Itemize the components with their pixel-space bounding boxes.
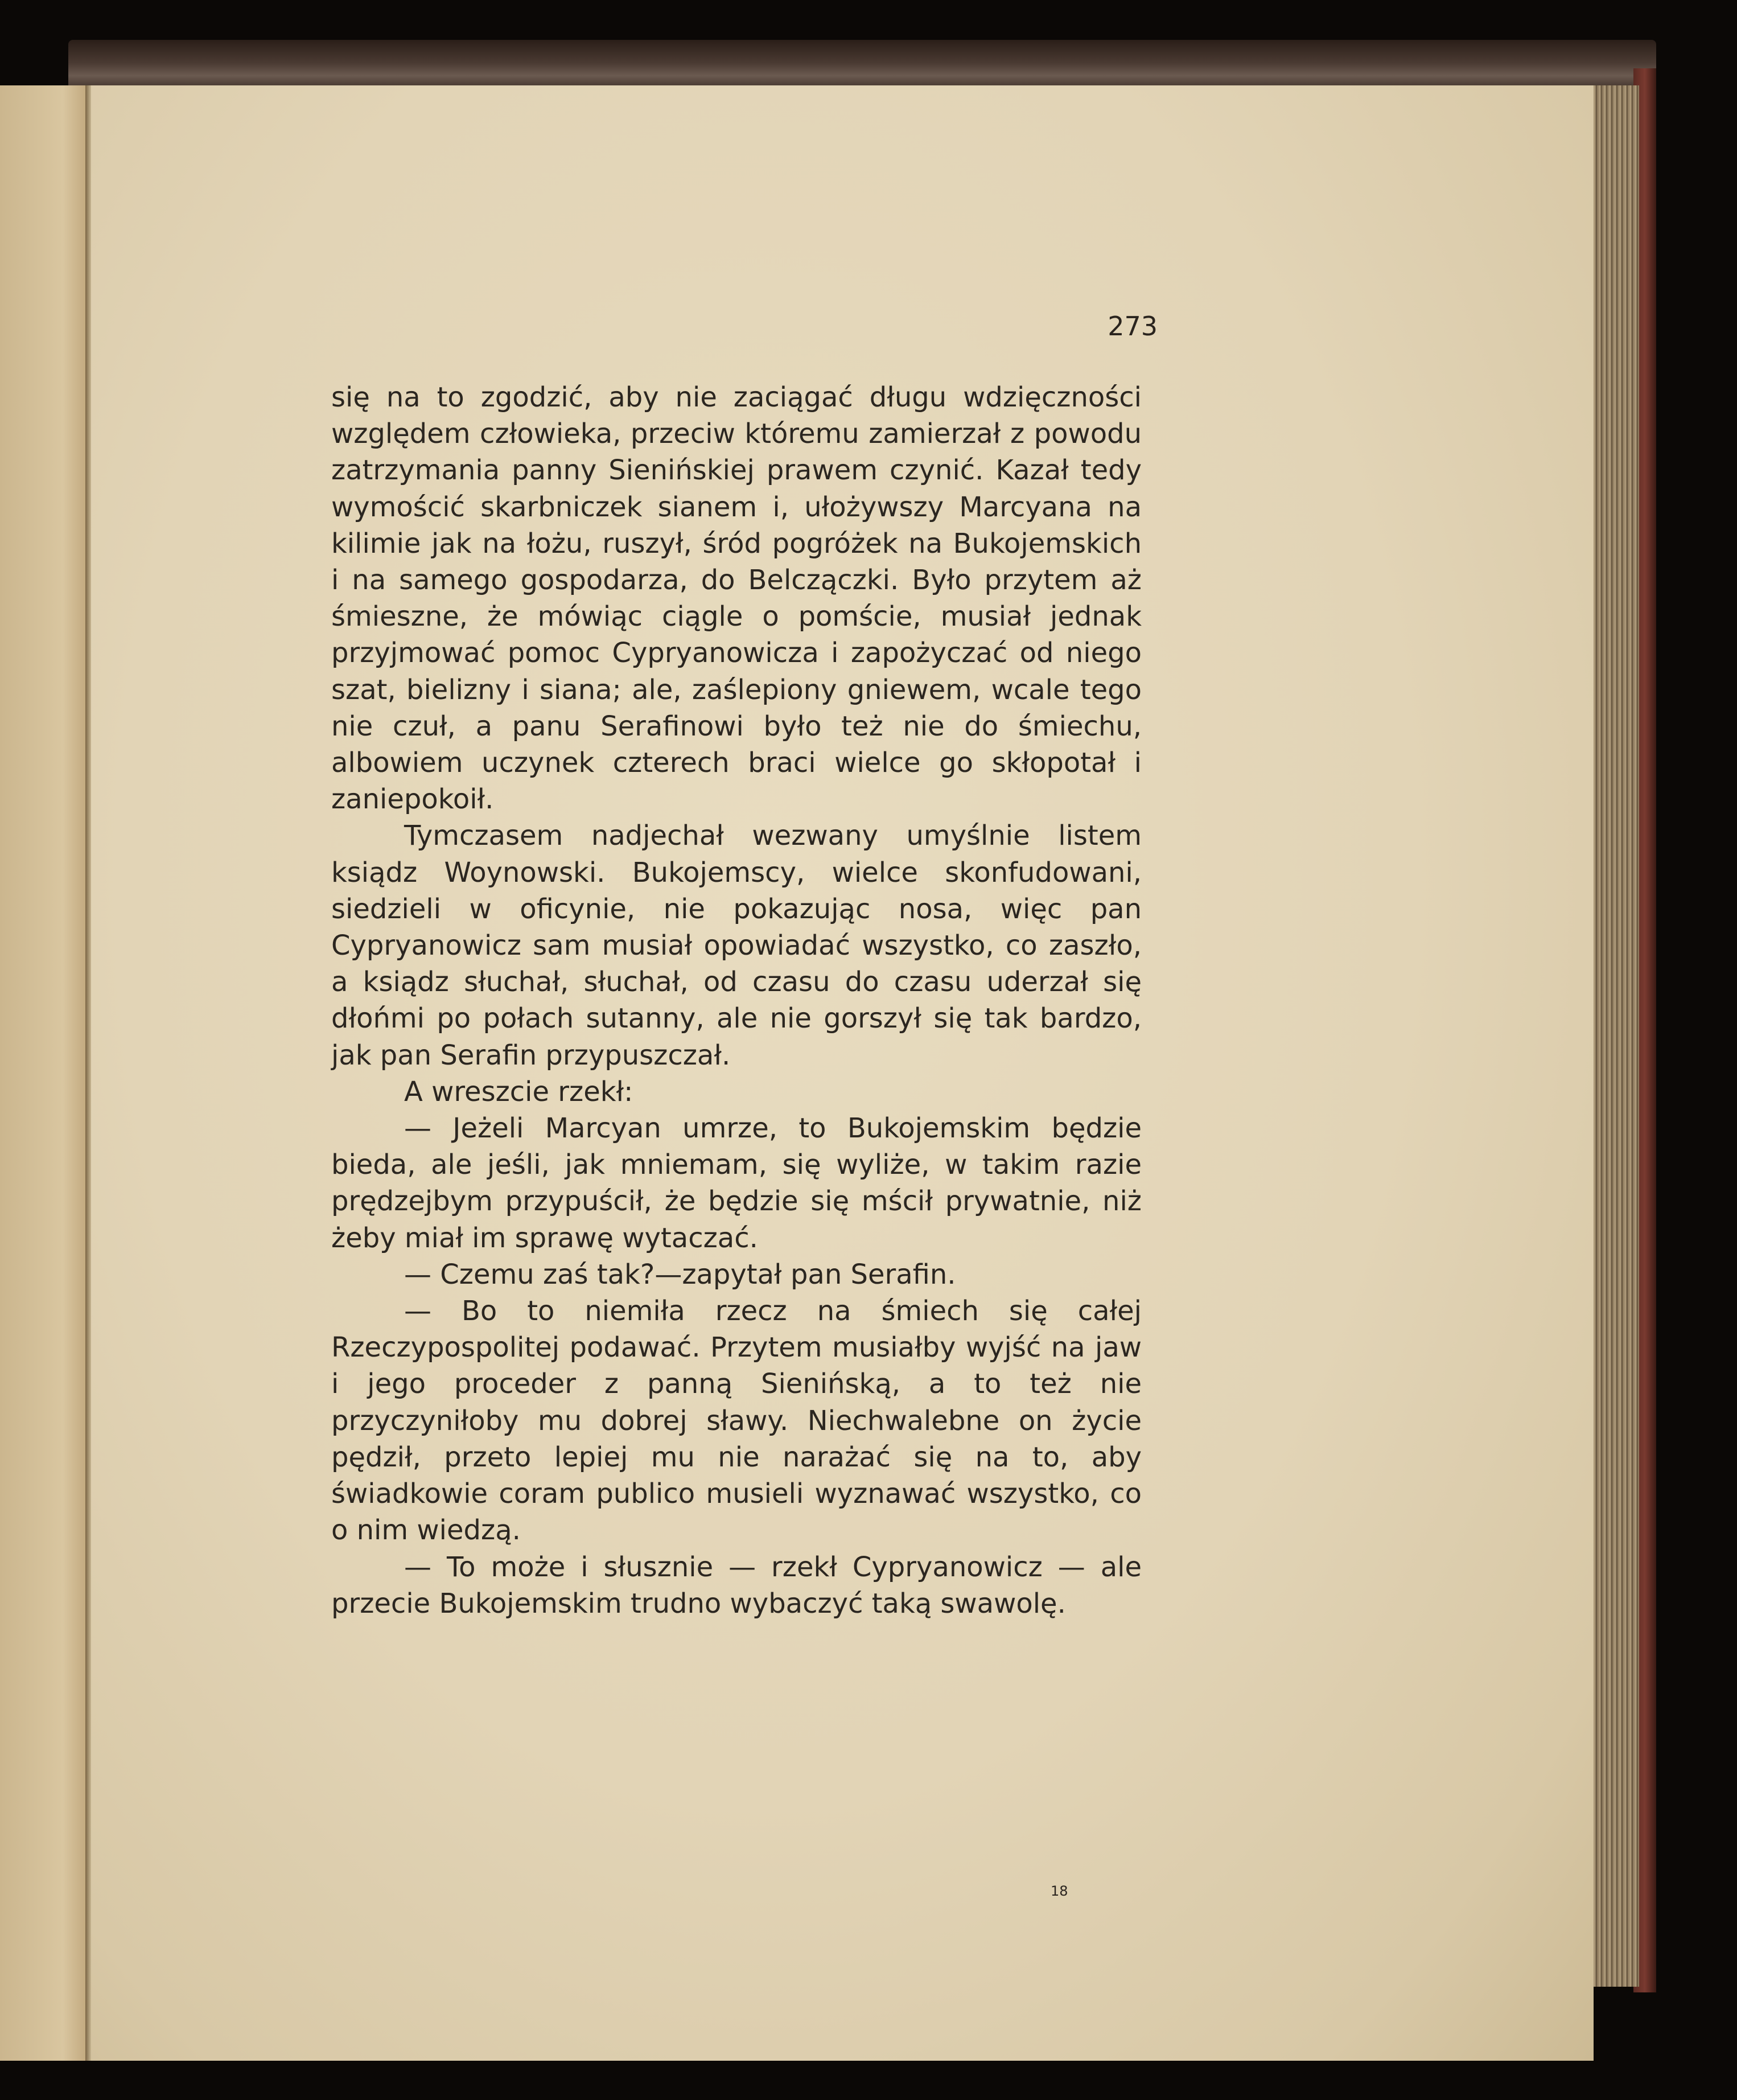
page-stack-edges xyxy=(1588,85,1639,1987)
book-cover-top xyxy=(68,40,1656,91)
signature-mark: 18 xyxy=(1051,1883,1068,1899)
page-text xyxy=(331,379,1142,1622)
paragraph: — Bo to niemiła rzecz na śmiech się całej Rzeczypospolitej podawać. Przytem musiałby wyjść na jaw i jego proceder z panną Sienińską, a to też nie przyczyniłoby mu dobrej sławy. Niechwalebne on życie pędził, przeto lepiej mu nie narażać się na to, aby świadkowie coram publico musieli wyznawać wszystko, co o nim wiedzą. xyxy=(331,1295,1142,1547)
paragraph: się na to zgodzić, aby nie zaciągać długu wdzięczności względem człowieka, przeciw któremu zamierzał z powodu zatrzymania panny Sienińskiej prawem czynić. Kazał tedy wymościć skarbniczek sianem i, ułożywszy Marcyana na kilimie jak na łożu, ruszył, śród pogróżek na Bukojemskich i na samego gospodarza, do Belczączki. Było przytem aż śmieszne, że mówiąc ciągle o pomście, musiał jednak przyjmować pomoc Cypryanowicza i zapożyczać od niego szat, bielizny i siana; ale, zaślepiony gniewem, wcale tego nie czuł, a panu Serafinowi było też nie do śmiechu, albowiem uczynek czterech braci wielce go skłopotał i zaniepokoił. xyxy=(331,381,1142,816)
paragraph: — To może i słusznie — rzekł Cypryanowicz — ale przecie Bukojemskim trudno wybaczyć taką swawolę. xyxy=(331,1551,1142,1620)
paragraph: — Jeżeli Marcyan umrze, to Bukojemskim będzie bieda, ale jeśli, jak mniemam, się wyliże, w takim razie prędzejbym przypuścił, że będzie się mścił prywatnie, niż żeby miał im sprawę wytaczać. xyxy=(331,1112,1142,1254)
left-page-edge xyxy=(0,85,90,2061)
paragraph: A wreszcie rzekł: xyxy=(404,1075,633,1108)
page-number: 273 xyxy=(1108,311,1158,342)
paragraph: — Czemu zaś tak?—zapytał pan Serafin. xyxy=(404,1258,956,1291)
paragraph: Tymczasem nadjechał wezwany umyślnie listem ksiądz Woynowski. Bukojemscy, wielce skonfudowani, siedzieli w oficynie, nie pokazując nosa, więc pan Cypryanowicz sam musiał opowiadać wszystko, co zaszło, a ksiądz słuchał, słuchał, od czasu do czasu uderzał się dłońmi po połach sutanny, ale nie gorszył się tak bardzo, jak pan Serafin przypuszczał. xyxy=(331,820,1142,1071)
